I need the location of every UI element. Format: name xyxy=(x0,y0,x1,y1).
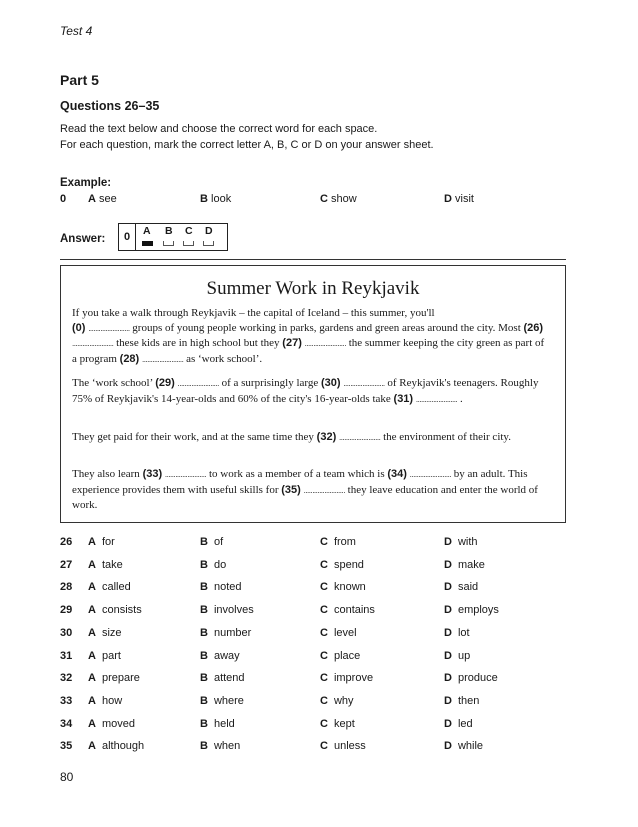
option-d xyxy=(444,581,478,593)
option-b xyxy=(200,559,226,571)
question-number: 34 xyxy=(60,717,73,730)
option-b xyxy=(200,740,240,752)
option-text: while xyxy=(457,740,484,753)
option-letter: C xyxy=(320,740,328,753)
option-b xyxy=(200,718,235,730)
option-d xyxy=(444,672,498,684)
option-letter: A xyxy=(88,649,96,662)
option-text: away xyxy=(213,649,240,662)
questions-range: Questions 26–35 xyxy=(60,99,160,113)
option-text: lot xyxy=(457,626,470,639)
option-letter: B xyxy=(200,536,208,548)
option-text: where xyxy=(213,694,244,707)
option-text: why xyxy=(333,694,354,707)
option-letter: C xyxy=(320,672,328,685)
option-c xyxy=(320,581,366,593)
option-letter: D xyxy=(444,604,452,617)
option-letter: D xyxy=(444,626,452,639)
option-b xyxy=(200,627,251,639)
option-a xyxy=(88,650,121,662)
option-letter: B xyxy=(200,626,208,639)
example-option-c: C show xyxy=(320,193,357,205)
option-letter: B xyxy=(200,558,208,571)
option-text: attend xyxy=(213,672,245,685)
option-a xyxy=(88,604,142,616)
option-text: number xyxy=(213,626,252,639)
option-text: involves xyxy=(213,604,254,617)
question-row xyxy=(60,536,566,556)
option-b xyxy=(200,672,245,684)
option-text: with xyxy=(457,536,478,548)
option-text: level xyxy=(333,626,357,639)
example-option-d: D visit xyxy=(444,193,474,205)
option-letter: B xyxy=(200,694,208,707)
option-text: employs xyxy=(457,604,499,617)
option-text: of xyxy=(213,536,224,548)
example-option-b: B look xyxy=(200,193,232,205)
question-row xyxy=(60,650,566,670)
answer-box-b xyxy=(163,241,174,246)
option-text: said xyxy=(457,581,479,594)
option-letter: A xyxy=(88,626,96,639)
option-text: produce xyxy=(457,672,498,685)
example-option-a: A see xyxy=(88,193,117,205)
option-text: led xyxy=(457,717,473,730)
grid-letter-a: A xyxy=(143,225,151,237)
option-letter: A xyxy=(88,604,96,617)
option-d xyxy=(444,740,483,752)
option-letter: D xyxy=(444,581,452,594)
option-letter: D xyxy=(444,649,452,662)
example-heading: Example: xyxy=(60,177,112,189)
option-c xyxy=(320,650,360,662)
question-number: 32 xyxy=(60,672,73,685)
option-d xyxy=(444,627,470,639)
answer-box-d xyxy=(203,241,214,246)
passage-paragraph-2: The ‘work school’ (29) ........................ of a surprisingly large (30) ........................ of Reykjavik's teenagers. Roughly 75% of Reykjavik's 14-year-olds and 60% of the city's 16-year-olds take (31) ........................ . xyxy=(72,377,539,405)
option-d xyxy=(444,718,473,730)
option-b xyxy=(200,581,241,593)
option-b xyxy=(200,695,244,707)
option-c xyxy=(320,627,357,639)
option-letter: B xyxy=(200,649,208,662)
passage-title: Summer Work in Reykjavik xyxy=(206,278,420,299)
divider xyxy=(60,259,566,260)
option-a xyxy=(88,718,135,730)
option-d xyxy=(444,559,485,571)
option-letter: B xyxy=(200,740,208,753)
option-text: for xyxy=(101,536,115,548)
option-text: known xyxy=(333,581,366,594)
option-d xyxy=(444,650,470,662)
option-letter: B xyxy=(200,717,208,730)
option-c xyxy=(320,559,364,571)
option-a xyxy=(88,627,122,639)
question-number: 27 xyxy=(60,558,73,571)
option-text: although xyxy=(101,740,145,753)
question-number: 28 xyxy=(60,581,73,594)
option-text: noted xyxy=(213,581,242,594)
option-letter: D xyxy=(444,558,452,571)
answer-box-a xyxy=(142,241,153,246)
option-letter: A xyxy=(88,694,96,707)
option-a xyxy=(88,672,140,684)
option-letter: A xyxy=(88,581,96,594)
test-label: Test 4 xyxy=(60,24,93,38)
option-letter: D xyxy=(444,694,452,707)
page-number: 80 xyxy=(60,770,74,784)
instruction-line-1: Read the text below and choose the correct word for each space. xyxy=(60,123,378,135)
option-letter: D xyxy=(444,536,452,548)
question-row xyxy=(60,672,566,692)
option-a xyxy=(88,740,144,752)
part-title: Part 5 xyxy=(60,72,99,88)
option-letter: C xyxy=(320,694,328,707)
option-letter: D xyxy=(444,740,452,753)
option-c xyxy=(320,740,366,752)
option-c xyxy=(320,536,356,548)
option-letter: D xyxy=(444,672,452,685)
answer-grid xyxy=(118,223,228,251)
option-c xyxy=(320,672,373,684)
answer-grid-number: 0 xyxy=(119,224,136,250)
answer-box-c xyxy=(183,241,194,246)
option-a xyxy=(88,559,123,571)
option-d xyxy=(444,536,478,548)
option-letter: C xyxy=(320,649,328,662)
option-letter: C xyxy=(320,536,328,548)
question-number: 33 xyxy=(60,694,73,707)
option-text: contains xyxy=(333,604,375,617)
passage-paragraph-1: If you take a walk through Reykjavik – the capital of Iceland – this summer, you'll (0) ........................ groups of young people working in parks, gardens and green areas around the city. Most (26) ........................ these kids are in high school but they (27) ........................ the summer keeping the city green as part of a program (28) ........................ as ‘work school’. xyxy=(72,307,545,365)
option-letter: C xyxy=(320,717,328,730)
question-row xyxy=(60,695,566,715)
option-letter: A xyxy=(88,717,96,730)
option-text: take xyxy=(101,558,123,571)
option-text: kept xyxy=(333,717,355,730)
option-b xyxy=(200,650,240,662)
grid-letter-d: D xyxy=(205,225,213,237)
option-text: consists xyxy=(101,604,142,617)
question-row xyxy=(60,740,566,760)
option-text: spend xyxy=(333,558,364,571)
option-d xyxy=(444,695,479,707)
option-text: called xyxy=(101,581,131,594)
option-letter: C xyxy=(320,604,328,617)
option-a xyxy=(88,581,131,593)
option-letter: A xyxy=(88,740,96,753)
option-text: improve xyxy=(333,672,374,685)
option-a xyxy=(88,536,115,548)
question-row xyxy=(60,604,566,624)
option-text: do xyxy=(213,558,227,571)
option-text: size xyxy=(101,626,122,639)
option-text: make xyxy=(457,558,485,571)
option-text: part xyxy=(101,649,121,662)
option-letter: B xyxy=(200,672,208,685)
option-letter: C xyxy=(320,626,328,639)
option-letter: B xyxy=(200,581,208,594)
question-row xyxy=(60,627,566,647)
option-text: when xyxy=(213,740,241,753)
instruction-line-2: For each question, mark the correct letter A, B, C or D on your answer sheet. xyxy=(60,139,434,151)
option-text: unless xyxy=(333,740,366,753)
question-row xyxy=(60,718,566,738)
option-text: up xyxy=(457,649,471,662)
question-number: 29 xyxy=(60,604,73,617)
option-a xyxy=(88,695,122,707)
option-letter: A xyxy=(88,558,96,571)
option-letter: A xyxy=(88,672,96,685)
option-letter: D xyxy=(444,717,452,730)
passage-paragraph-4: They also learn (33) ........................ to work as a member of a team which is (34) ........................ by an adult. This experience provides them with useful skills for (35) ........................ they leave education and enter the world of work. xyxy=(72,468,538,511)
option-text: prepare xyxy=(101,672,140,685)
grid-letter-c: C xyxy=(185,225,193,237)
option-c xyxy=(320,695,354,707)
option-b xyxy=(200,604,254,616)
option-letter: A xyxy=(88,536,96,548)
option-letter: C xyxy=(320,558,328,571)
option-text: how xyxy=(101,694,123,707)
option-b xyxy=(200,536,223,548)
question-row xyxy=(60,581,566,601)
option-c xyxy=(320,604,375,616)
question-number: 30 xyxy=(60,626,73,639)
option-c xyxy=(320,718,355,730)
question-number: 31 xyxy=(60,649,73,662)
option-d xyxy=(444,604,499,616)
question-row xyxy=(60,559,566,579)
option-text: moved xyxy=(101,717,135,730)
passage-paragraph-3: They get paid for their work, and at the same time they (32) ........................ the environment of their city. xyxy=(72,431,511,443)
option-text: then xyxy=(457,694,480,707)
option-text: from xyxy=(333,536,356,548)
option-letter: C xyxy=(320,581,328,594)
option-letter: B xyxy=(200,604,208,617)
example-number: 0 xyxy=(60,193,67,205)
question-number: 35 xyxy=(60,740,73,753)
grid-letter-b: B xyxy=(165,225,173,237)
question-number: 26 xyxy=(60,536,73,548)
option-text: held xyxy=(213,717,235,730)
answer-label: Answer: xyxy=(60,233,106,245)
option-text: place xyxy=(333,649,361,662)
